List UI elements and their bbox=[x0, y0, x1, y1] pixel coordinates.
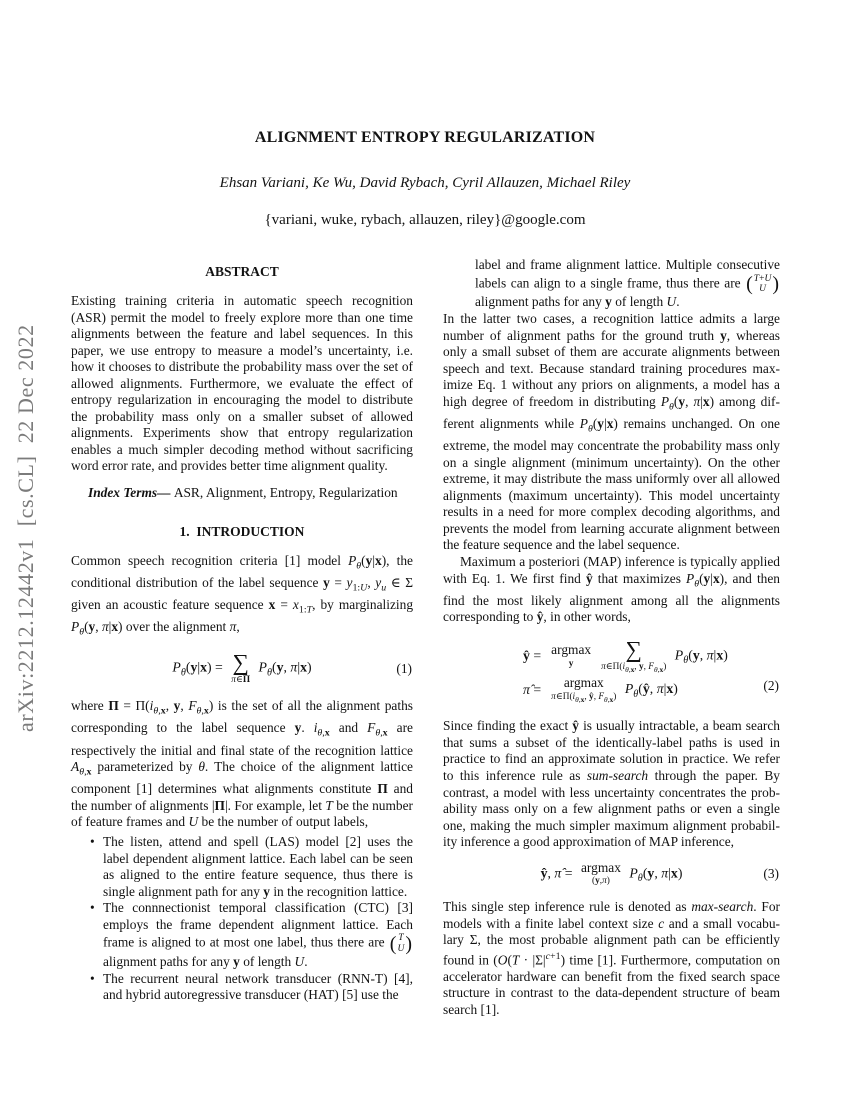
equation-1 bbox=[71, 651, 413, 686]
left-column bbox=[71, 264, 413, 1004]
abstract-body: Existing training criteria in automatic speech recognition (ASR) permit the model to freely explore more than one time alignments between the feature and label sequences. In this paper, we use entropy to measure a model’s uncertainty, i.e. how it chooses to distribute the probability mass over the set of allowed alignments. Furthermore, we evaluate the effect of entropy regularization in encouraging the model to distribute the probability mass only on a smaller subset of allowed alignments. Experiments show that entropy regularization enables a much simpler decoding method without sacrificing word error rate, and provides better time alignment quality. bbox=[71, 293, 413, 474]
arxiv-watermark: arXiv:2212.12442v1 [cs.CL] 22 Dec 2022 bbox=[13, 324, 38, 732]
equation-2-body: ŷ = argmax y ∑ $\pi\in\Pi(i_{\theta,x}$, y, $F_{\theta,x}$) $P_\theta(y$, π|x) π̂ = argmax $\pi\in\Pi(i_{\theta,x}$, ŷ, $F_{\theta,x}$) $P_\theta(ŷ$, π|x) bbox=[523, 636, 728, 704]
equation-3-body: ŷ, π̂ = argmax (y,π) $P_\theta(y$, π|x) bbox=[540, 859, 683, 887]
list-item-ctc: • The connnectionist temporal classification (CTC) [3] employs the frame dependent alignment lattice. Each frame is aligned to at most one label, thus there are ( T U ) alignment paths for any y of length U. bbox=[90, 900, 413, 971]
intro-paragraph-1: Common speech recognition criteria [1] model $P_\theta(y|x)$, the conditional distribution of the label sequence $y = y_{1:U}$, $y_u$ ∈ Σ given an acoustic feature sequence $x = x_{1:T}$, by marginalizing $P_\theta(y$, π|x) over the alignment π, bbox=[71, 552, 414, 638]
equation-1-body: $P_\theta(y|x)$ = ∑ π∈Π $P_\theta(y$, π|x) bbox=[172, 650, 312, 686]
equation-3 bbox=[443, 861, 780, 887]
equation-2 bbox=[443, 636, 780, 707]
paragraph-latter-cases: In the latter two cases, a recognition lattice admits a large number of alignment paths for the ground truth y, whereas only a small subset of them are accurate alignments between speech and text. Because standard training procedures maximize Eq. 1 without any priors on alignments, a model has a high degree of freedom in distributing $P_\theta(y$, π|x) among different alignments while $P_\theta(y|x)$ remains unchanged. On one extreme, the model may concentrate the probability mass only on a single alignment (minimum uncertainty). On the other extreme, it may distribute the mass uniformly over all allowed alignments (maximum uncertainty). This model uncertainty results in a need for more complex decoding algorithms, and prevents the model from learning accurate alignment between the feature sequence and the label sequence. bbox=[443, 310, 780, 553]
intro-paragraph-2: where $\Pi = \Pi(i_{\theta,x}$, y, $F_{\theta,x}$) is the set of all the alignment paths corresponding to the label sequence y. $i_{\theta,x}$ and $F_{\theta,x}$ are respectively the initial and final state of the recognition lattice $A_{\theta,x}$ parameterized by θ. The choice of the alignment lattice component [1] determines what alignments constitute Π and the number of alignments |Π|. For example, let T be the number of feature frames and U be the number of output labels, bbox=[71, 698, 413, 830]
abstract-heading: ABSTRACT bbox=[205, 264, 279, 279]
introduction-heading: 1. INTRODUCTION bbox=[179, 523, 305, 539]
equation-2-number: (2) bbox=[763, 678, 779, 694]
paper-authors: Ehsan Variani, Ke Wu, David Rybach, Cyril Allauzen, Michael Riley bbox=[219, 175, 631, 191]
alignment-lattice-list bbox=[71, 834, 413, 1004]
right-column bbox=[443, 257, 780, 1018]
list-item-las: • The listen, attend and spell (LAS) model [2] uses the label dependent alignment lattice. Each label can be seen as aligned to the entire feature sequence, thus there is single alignment path for any y in the recognition lattice. bbox=[90, 834, 413, 900]
paragraph-map-inference: Maximum a posteriori (MAP) inference is typically applied with Eq. 1. We first find ŷ that maximizes $P_\theta(y|x)$, and then find the most likely alignment among all the alignments corresponding to ŷ, in other words, bbox=[443, 553, 780, 625]
index-terms-label: Index Terms— bbox=[88, 485, 171, 501]
paper-title: ALIGNMENT ENTROPY REGULARIZATION bbox=[254, 129, 596, 146]
paper-header bbox=[0, 0, 850, 229]
equation-1-number: (1) bbox=[396, 660, 412, 676]
index-terms-body: ASR, Alignment, Entropy, Regularization bbox=[170, 485, 398, 501]
paper-emails: {variani, wuke, rybach, allauzen, riley}@google.com bbox=[264, 212, 586, 228]
list-item-rnnt-continuation: label and frame alignment lattice. Multiple consecutive labels can align to a single frame, thus there are ( T+U U ) alignment paths for any y of length U. bbox=[475, 257, 780, 310]
equation-3-number: (3) bbox=[763, 865, 779, 881]
index-terms bbox=[71, 485, 413, 502]
list-item-rnnt: • The recurrent neural network transducer (RNN-T) [4], and hybrid autoregressive transducer (HAT) [5] use the bbox=[90, 971, 413, 1004]
paragraph-sum-search: Since finding the exact ŷ is usually intractable, a beam search that sums a subset of the identically-label paths is used in practice to find an approximate solution in practice. We refer to this inference rule as sum-search through the paper. By contrast, a model with less uncertainty concentrates the probability mass only on a few alignment paths or even a single one, making the much simpler maximum alignment probability inference a good approximation of MAP inference, bbox=[443, 718, 780, 850]
paragraph-max-search: This single step inference rule is denoted as max-search. For models with a finite label context size c and a small vocabulary Σ, the most probable alignment path can be efficiently found in ($O(T \cdot |\Sigma|^{c+1})$ time [1]. Furthermore, computation on accelerator hardware can benefit from the fixed search space structure in contrast to the data-dependent structure of beam search [1]. bbox=[443, 899, 781, 1017]
